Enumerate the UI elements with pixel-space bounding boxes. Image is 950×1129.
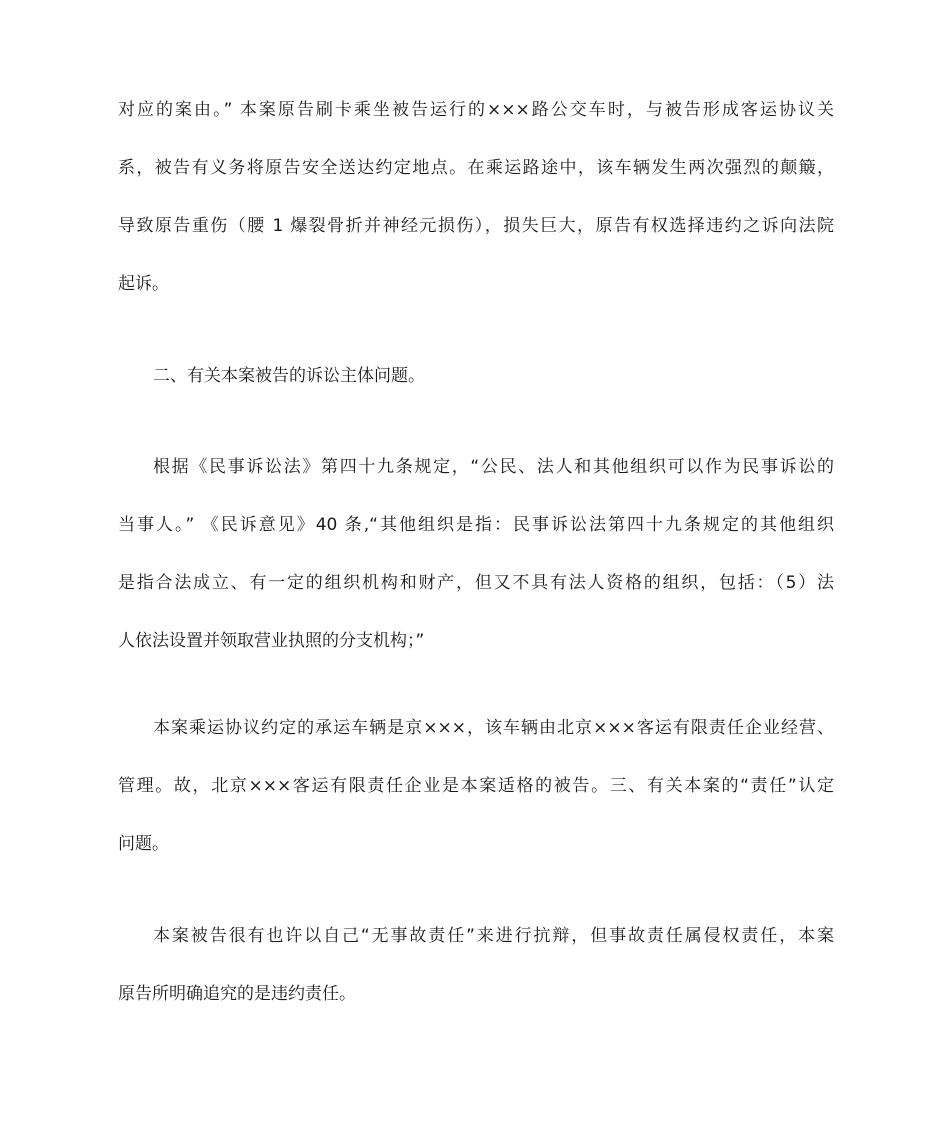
- paragraph-1-line-1: 对应的案由。” 本案原告刷卡乘坐被告运行的×××路公交车时，与被告形成客运协议关: [118, 100, 834, 120]
- paragraph-1-line-3: 导致原告重伤（腰 1 爆裂骨折并神经元损伤），损失巨大，原告有权选择违约之诉向法院: [118, 216, 834, 236]
- paragraph-4-line-1: 本案乘运协议约定的承运车辆是京×××，该车辆由北京×××客运有限责任企业经营、: [153, 718, 834, 738]
- paragraph-3-line-3: 是指合法成立、有一定的组织机构和财产，但又不具有法人资格的组织，包括：（5）法: [118, 573, 834, 593]
- paragraph-3-line-2: 当事人。” 《民诉意见》40 条,“其他组织是指：民事诉讼法第四十九条规定的其他组织: [118, 515, 834, 535]
- paragraph-5-line-1: 本案被告很有也许以自己“无事故责任”来进行抗辩，但事故责任属侵权责任，本案: [153, 926, 834, 946]
- paragraph-3-line-1: 根据《民事诉讼法》第四十九条规定，“公民、法人和其他组织可以作为民事诉讼的: [153, 457, 834, 477]
- paragraph-1-line-4: 起诉。: [118, 274, 169, 294]
- paragraph-4-line-2: 管理。故，北京×××客运有限责任企业是本案适格的被告。三、有关本案的“责任”认定: [118, 776, 834, 796]
- paragraph-3-line-4: 人依法设置并领取营业执照的分支机构；”: [118, 631, 425, 651]
- paragraph-1-line-2: 系，被告有义务将原告安全送达约定地点。在乘运路途中，该车辆发生两次强烈的颠簸，: [118, 158, 834, 178]
- paragraph-5-line-2: 原告所明确追究的是违约责任。: [118, 984, 356, 1004]
- section-heading-2: 二、有关本案被告的诉讼主体问题。: [153, 366, 425, 386]
- paragraph-4-line-3: 问题。: [118, 834, 169, 854]
